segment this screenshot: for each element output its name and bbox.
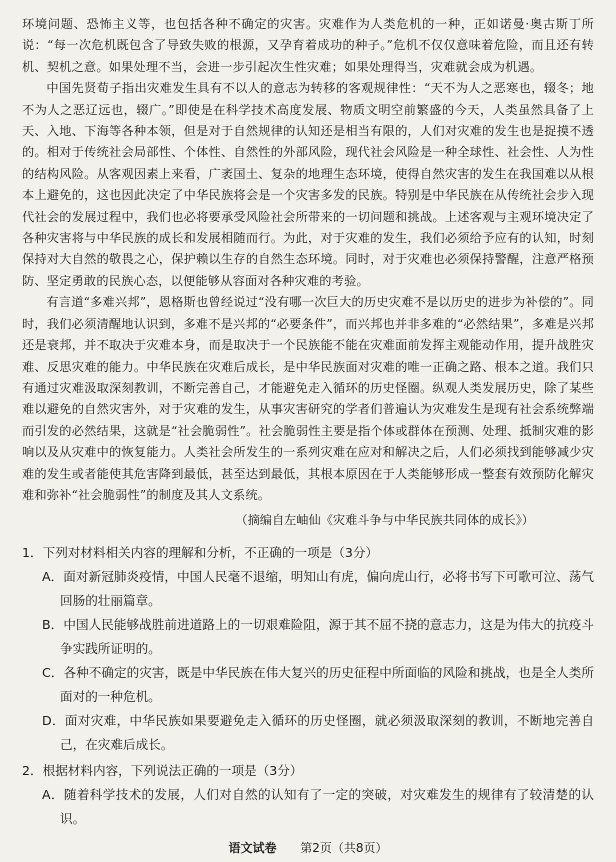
option-a: A．面对新冠肺炎疫情，中国人民毫不退缩，明知山有虎，偏向虎山行，必将书写下可歌可泣、荡气回肠的壮丽篇章。: [42, 569, 594, 609]
question-stem: 2．根据材料内容，下列说法正确的一项是（3分）: [22, 763, 303, 779]
footer-subject: 语文试卷: [228, 841, 277, 855]
option-b: B．中国人民能够战胜前进道路上的一切艰难险阻，源于其不屈不挠的意志力，这是为伟大的抗疫斗争实践所证明的。: [42, 617, 594, 657]
question-1: [22, 541, 594, 757]
page-footer: [0, 839, 616, 856]
article: [22, 14, 594, 506]
option-a: A．随着科学技术的发展，人们对自然的认知有了一定的突破，对灾难发生的规律有了较清楚的认识。: [42, 787, 594, 827]
question-2: [22, 759, 594, 831]
footer-page-number: 第2页（共8页）: [300, 841, 388, 855]
option-d: D．面对灾难，中华民族如果要避免走入循环的历史怪圈，就必须汲取深刻的教训，不断地完善自己，在灾难后成长。: [42, 713, 594, 753]
question-stem: 1．下列对材料相关内容的理解和分析，不正确的一项是（3分）: [22, 545, 379, 561]
article-paragraph: 环境问题、恐怖主义等，也包括各种不确定的灾害。灾难作为人类危机的一种，正如诺曼·奥古斯丁所说：“每一次危机既包含了导致失败的根源，又孕育着成功的种子。”危机不仅仅意味着危险，而且还有转机、契机之意。如果处理不当，会进一步引起次生性灾难；如果处理得当，灾难就会成为机遇。: [22, 17, 594, 74]
option-c: C．各种不确定的灾害，既是中华民族在伟大复兴的历史征程中所面临的风险和挑战，也是全人类所面对的一种危机。: [42, 665, 594, 705]
article-paragraph: 有言道“多难兴邦”，恩格斯也曾经说过“没有哪一次巨大的历史灾难不是以历史的进步为补偿的”。同时，我们必须清醒地认识到，多难不是兴邦的“必要条件”，而兴邦也并非多难的“必然结果”，多难是兴邦还是衰邦，并不取决于灾难本身，而是取决于一个民族能不能在灾难面前发挥主观能动作用，提升战胜灾难、反思灾难的能力。中华民族在灾难后成长，是中华民族面对灾难的唯一正确之路、根本之道。我们只有通过灾难汲取深刻教训，不断完善自己，才能避免走入循环的历史怪圈。纵观人类发展历史，除了某些难以避免的自然灾害外，对于灾难的发生，从事灾害研究的学者们普遍认为灾难发生是现有社会系统弊端而引发的必然结果，这就是“社会脆弱性”。社会脆弱性主要是指个体或群体在预测、处理、抵制灾难的影响以及从灾难中的恢复能力。人类社会所发生的一系列灾难在应对和解决之后，人们必须找到能够减少灾难的发生或者能使其危害降到最低，甚至达到最低，其根本原因在于人类能够形成一整套有效预防化解灾难和弥补“社会脆弱性”的制度及其人文系统。: [22, 295, 594, 502]
article-source: （摘编自左岫仙《灾难斗争与中华民族共同体的成长》）: [235, 513, 534, 528]
article-paragraph: 中国先贤荀子指出灾难发生具有不以人的意志为转移的客观规律性：“天不为人之恶寒也，辍冬；地不为人之恶辽远也，辍广。”即使是在科学技术高度发展、物质文明空前繁盛的今天，人类虽然具备了上天、入地、下海等各种本领，但是对于自然规律的认知还是相当有限的，人们对灾难的发生也是捉摸不透的。相对于传统社会局部性、个体性、自然性的外部风险，现代社会风险是一种全球性、社会性、人为性的结构风险。从客观因素上来看，广袤国土、复杂的地理生态环境，使得自然灾害的发生在我国难以从根本上避免的，这也因此决定了中华民族将会是一个灾害多发的民族。特别是中华民族在从传统社会步入现代社会的发展过程中，我们也必将要承受风险社会所带来的一切问题和挑战。上述客观与主观环境决定了各种灾害将与中华民族的成长和发展相随而行。为此，对于灾难的发生，我们必须给予应有的认知，时刻保持对大自然的敬畏之心，保护赖以生存的自然生态环境。同时，对于灾难也必须保持警醒，注意严格预防、坚定勇敢的民族心态，以便能够从容面对各种灾难的考验。: [22, 81, 594, 288]
